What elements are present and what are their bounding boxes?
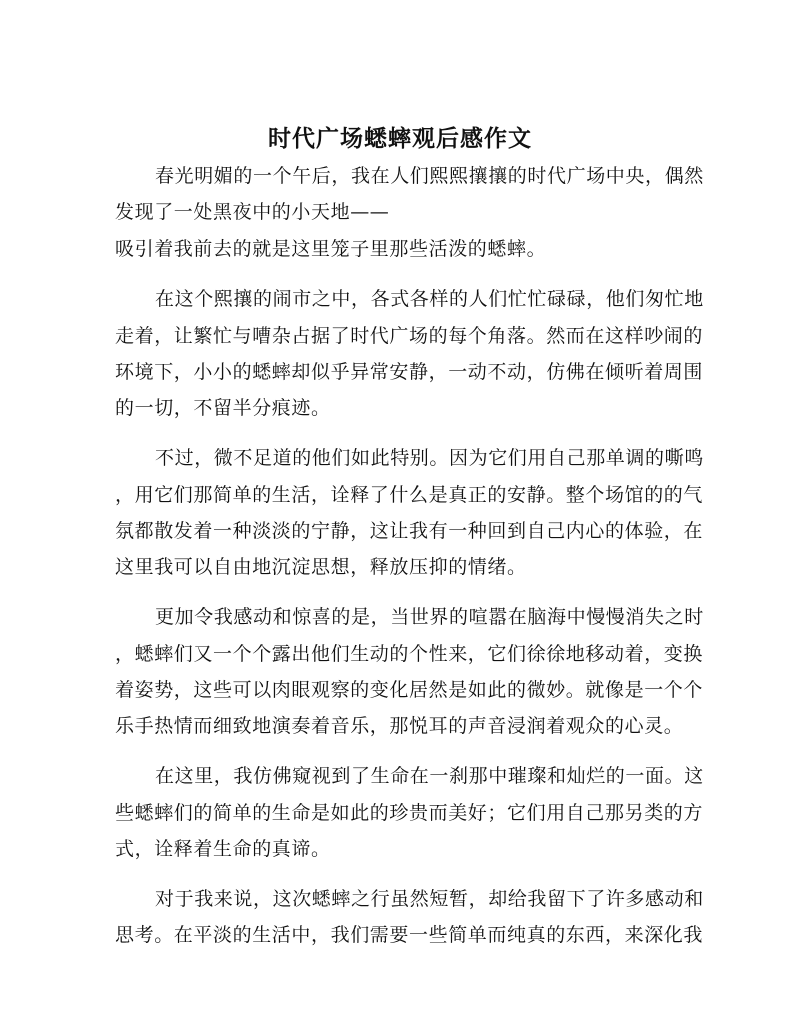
- paragraph-line: 这里我可以自由地沉淀思想，释放压抑的情绪。: [115, 556, 527, 578]
- paragraph-line: 些蟋蟀们的简单的生命是如此的珍贵而美好；它们用自己那另类的方: [115, 802, 704, 824]
- paragraph-line: ，用它们那简单的生活，诠释了什么是真正的安静。整个场馆的的气: [115, 484, 704, 506]
- paragraph-line: 春光明媚的一个午后，我在人们熙熙攘攘的时代广场中央，偶然: [155, 165, 704, 187]
- paragraph-line: ，蟋蟀们又一个个露出他们生动的个性来，它们徐徐地移动着，变换: [115, 643, 704, 665]
- paragraph-line: 在这里，我仿佛窥视到了生命在一刹那中璀璨和灿烂的一面。这: [155, 765, 704, 787]
- paragraph-line: 的一切，不留半分痕迹。: [115, 397, 331, 419]
- paragraph-line: 氛都散发着一种淡淡的宁静，这让我有一种回到自己内心的体验，在: [115, 520, 704, 542]
- paragraph-line: 发现了一处黑夜中的小天地——: [115, 201, 390, 223]
- paragraph-line: 更加令我感动和惊喜的是，当世界的喧嚣在脑海中慢慢消失之时: [155, 606, 704, 628]
- paragraph-line: 乐手热情而细致地演奏着音乐，那悦耳的声音浸润着观众的心灵。: [115, 715, 684, 737]
- paragraph-line: 式，诠释着生命的真谛。: [115, 838, 331, 860]
- paragraph-line: 在这个熙攘的闹市之中，各式各样的人们忙忙碌碌，他们匆忙地: [155, 288, 704, 310]
- document-title: 时代广场蟋蟀观后感作文: [268, 125, 532, 152]
- paragraph-line: 着姿势，这些可以肉眼观察的变化居然是如此的微妙。就像是一个个: [115, 679, 704, 701]
- paragraph-line: 对于我来说，这次蟋蟀之行虽然短暂，却给我留下了许多感动和: [155, 888, 704, 910]
- paragraph-line: 吸引着我前去的就是这里笼子里那些活泼的蟋蟀。: [115, 238, 547, 260]
- paragraph-line: 不过，微不足道的他们如此特别。因为它们用自己那单调的嘶鸣: [155, 447, 704, 469]
- paragraph-line: 环境下，小小的蟋蟀却似乎异常安静，一动不动，仿佛在倾听着周围: [115, 361, 704, 383]
- paragraph-line: 走着，让繁忙与嘈杂占据了时代广场的每个角落。然而在这样吵闹的: [115, 325, 704, 347]
- paragraph-line: 思考。在平淡的生活中，我们需要一些简单而纯真的东西，来深化我: [115, 924, 704, 946]
